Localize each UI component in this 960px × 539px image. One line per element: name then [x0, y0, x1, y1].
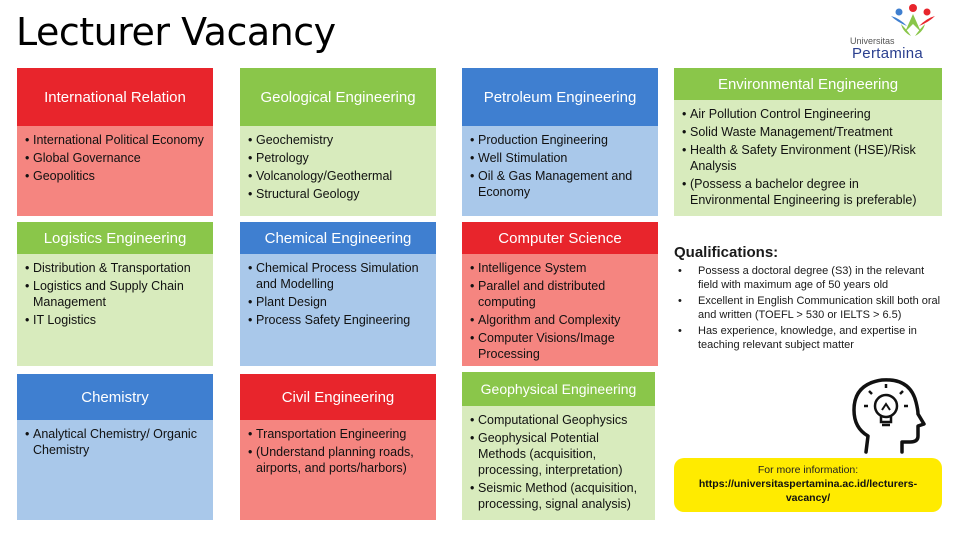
card-header: Civil Engineering — [240, 374, 436, 420]
more-info-box — [674, 458, 942, 512]
list-item: • Parallel and distributed computing — [470, 278, 650, 310]
list-item: • Distribution & Transportation — [25, 260, 205, 276]
card-header: Chemical Engineering — [240, 222, 436, 254]
list-item: • Global Governance — [25, 150, 205, 166]
logo-people-icon — [887, 2, 939, 38]
university-logo — [842, 0, 954, 66]
logo-pertamina-text: Pertamina — [852, 45, 924, 62]
card-body — [240, 126, 436, 216]
card-body — [17, 254, 213, 366]
card-header: Environmental Engineering — [674, 68, 942, 100]
card-body — [462, 254, 658, 366]
card-header: Geological Engineering — [240, 68, 436, 126]
list-item: • Computer Visions/Image Processing — [470, 330, 650, 362]
list-item: • (Possess a bachelor degree in Environmental Engineering is preferable) — [682, 176, 934, 208]
card-header: Logistics Engineering — [17, 222, 213, 254]
list-item: • Computational Geophysics — [470, 412, 647, 428]
card-body — [17, 420, 213, 520]
list-item: • Seismic Method (acquisition, processing, signal analysis) — [470, 480, 647, 512]
card-header: Computer Science — [462, 222, 658, 254]
list-item: • Process Safety Engineering — [248, 312, 428, 328]
card-header: Petroleum Engineering — [462, 68, 658, 126]
info-link[interactable]: https://universitaspertamina.ac.id/lecturers-vacancy/ — [698, 478, 918, 504]
qualifications-heading: Qualifications: — [674, 244, 779, 261]
list-item: • Transportation Engineering — [248, 426, 428, 442]
list-item: • Structural Geology — [248, 186, 428, 202]
qualification-item: • Possess a doctoral degree (S3) in the relevant field with maximum age of 50 years old — [674, 264, 946, 292]
card-body — [17, 126, 213, 216]
list-item: • Well Stimulation — [470, 150, 650, 166]
list-item: • Petrology — [248, 150, 428, 166]
qualification-item: • Has experience, knowledge, and expertise in teaching relevant subject matter — [674, 324, 946, 352]
list-item: • International Political Economy — [25, 132, 205, 148]
card-body — [462, 126, 658, 216]
page-title: Lecturer Vacancy — [16, 10, 336, 54]
qualification-item: • Excellent in English Communication skill both oral and written (TOEFL > 530 or IELTS > 6.5) — [674, 294, 946, 322]
list-item: • Intelligence System — [470, 260, 650, 276]
list-item: • IT Logistics — [25, 312, 205, 328]
list-item: • Logistics and Supply Chain Management — [25, 278, 205, 310]
list-item: • Chemical Process Simulation and Modelling — [248, 260, 428, 292]
list-item: • Air Pollution Control Engineering — [682, 106, 934, 122]
list-item: • Production Engineering — [470, 132, 650, 148]
list-item: • Plant Design — [248, 294, 428, 310]
card-header: Chemistry — [17, 374, 213, 420]
card-body — [462, 406, 655, 520]
card-body — [240, 254, 436, 366]
info-label: For more information: — [757, 464, 859, 476]
list-item: • (Understand planning roads, airports, and ports/harbors) — [248, 444, 428, 476]
list-item: • Geophysical Potential Methods (acquisition, processing, interpretation) — [470, 430, 647, 478]
list-item: • Geochemistry — [248, 132, 428, 148]
list-item: • Geopolitics — [25, 168, 205, 184]
qualifications-section — [674, 244, 946, 354]
logo-university-text: Universitas — [850, 36, 895, 46]
card-header: International Relation — [17, 68, 213, 126]
card-body — [240, 420, 436, 520]
card-body — [674, 100, 942, 216]
list-item: • Algorithm and Complexity — [470, 312, 650, 328]
list-item: • Solid Waste Management/Treatment — [682, 124, 934, 140]
list-item: • Volcanology/Geothermal — [248, 168, 428, 184]
list-item: • Health & Safety Environment (HSE)/Risk Analysis — [682, 142, 934, 174]
card-header: Geophysical Engineering — [462, 372, 655, 406]
head-lightbulb-icon — [846, 370, 930, 454]
list-item: • Oil & Gas Management and Economy — [470, 168, 650, 200]
list-item: • Analytical Chemistry/ Organic Chemistry — [25, 426, 205, 458]
